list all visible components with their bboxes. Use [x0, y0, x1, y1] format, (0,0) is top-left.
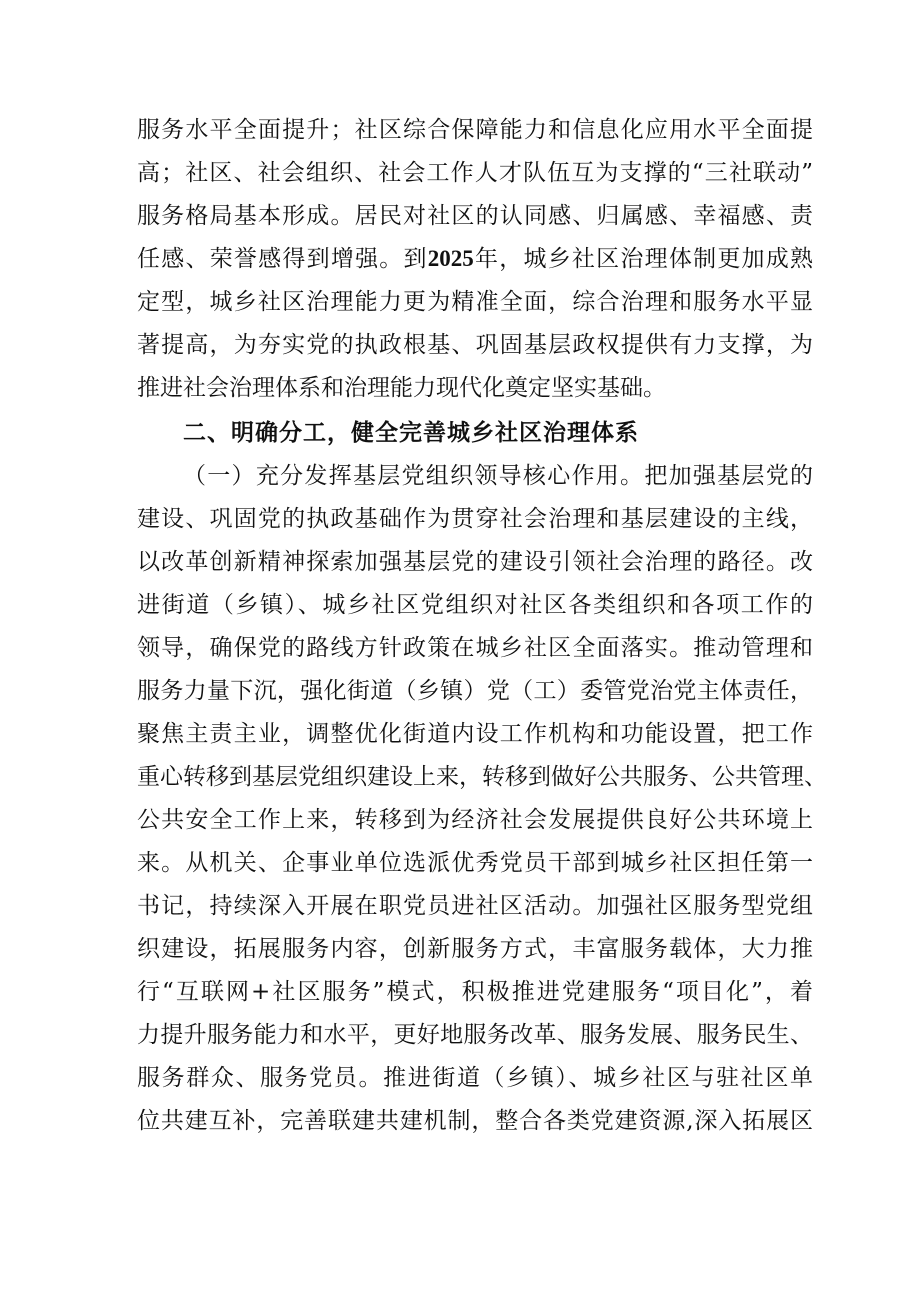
paragraph-text: 任感、荣誉感得到增强。到: [137, 246, 428, 272]
paragraph-line: 推进社会治理体系和治理能力现代化奠定坚实基础。: [137, 375, 666, 401]
paragraph-line: 力提升服务能力和水平，更好地服务改革、服务发展、服务民生、: [137, 1022, 813, 1048]
paragraph-line: 服务格局基本形成。居民对社区的认同感、归属感、幸福感、责: [137, 203, 813, 229]
paragraph-line: 高；社区、社会组织、社会工作人才队伍互为支撑的“三社联动”: [137, 160, 813, 186]
paragraph-line: 行“互联网+社区服务”模式，积极推进党建服务“项目化”，着: [137, 979, 813, 1005]
paragraph-line: 服务水平全面提升；社区综合保障能力和信息化应用水平全面提: [137, 117, 813, 143]
paragraph-line: 位共建互补，完善联建共建机制，整合各类党建资源,深入拓展区: [137, 1108, 813, 1134]
paragraph-line: 织建设，拓展服务内容，创新服务方式，丰富服务载体，大力推: [137, 936, 813, 962]
paragraph-line: 定型，城乡社区治理能力更为精准全面，综合治理和服务水平显: [137, 289, 813, 315]
paragraph-line: 著提高，为夯实党的执政根基、巩固基层政权提供有力支撑，为: [137, 332, 813, 358]
paragraph-line: 建设、巩固党的执政基础作为贯穿社会治理和基层建设的主线，: [137, 506, 813, 532]
paragraph-line: 以改革创新精神探索加强基层党的建设引领社会治理的路径。改: [137, 549, 813, 575]
paragraph-line-with-year: [137, 241, 813, 277]
paragraph-line: 进街道（乡镇）、城乡社区党组织对社区各类组织和各项工作的: [137, 592, 813, 618]
year-number: 2025: [427, 246, 474, 271]
paragraph-line: 领导，确保党的路线方针政策在城乡社区全面落实。推动管理和: [137, 635, 813, 661]
paragraph-line: 重心转移到基层党组织建设上来，转移到做好公共服务、公共管理、: [137, 764, 827, 790]
section-heading: 二、明确分工，健全完善城乡社区治理体系: [183, 420, 639, 446]
paragraph-line: 来。从机关、企事业单位选派优秀党员干部到城乡社区担任第一: [137, 850, 813, 876]
paragraph-line: 聚焦主责主业，调整优化街道内设工作机构和功能设置，把工作: [137, 721, 813, 747]
paragraph-line: 服务群众、服务党员。推进街道（乡镇）、城乡社区与驻社区单: [137, 1065, 813, 1091]
paragraph-line: 公共安全工作上来，转移到为经济社会发展提供良好公共环境上: [137, 807, 813, 833]
paragraph-line: （一）充分发挥基层党组织领导核心作用。把加强基层党的: [183, 463, 813, 489]
paragraph-line: 书记，持续深入开展在职党员进社区活动。加强社区服务型党组: [137, 893, 813, 919]
paragraph-text: 年，城乡社区治理体制更加成熟: [473, 246, 814, 272]
paragraph-line: 服务力量下沉，强化街道（乡镇）党（工）委管党治党主体责任，: [137, 678, 813, 704]
